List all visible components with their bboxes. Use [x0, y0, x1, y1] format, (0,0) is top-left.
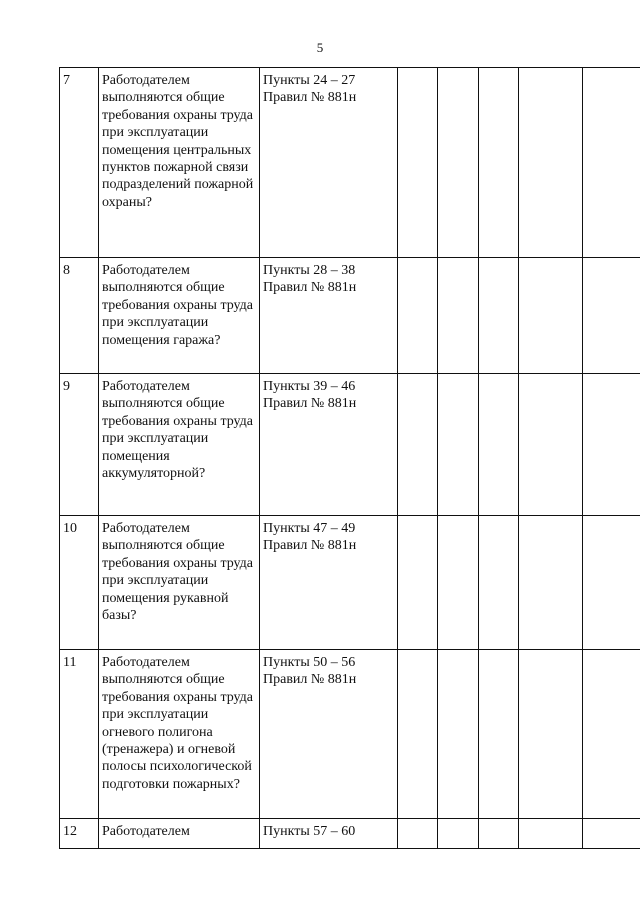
requirement-question: Работодателем выполняются общие требования охраны труда при эксплуатации помещения центральных пунктов пожарной связи подразделений пожарной охраны?	[99, 68, 260, 258]
answer-no-cell	[438, 819, 479, 849]
checklist-table	[59, 67, 640, 849]
reference-rules: Правил № 881н	[263, 280, 357, 296]
reference-rules: Правил № 881н	[263, 672, 357, 688]
answer-na-cell	[479, 516, 519, 650]
normative-reference	[260, 650, 398, 819]
note-cell	[583, 68, 640, 258]
answer-no-cell	[438, 650, 479, 819]
table-row	[60, 258, 640, 374]
note-cell	[583, 516, 640, 650]
answer-no-cell	[438, 258, 479, 374]
answer-na-cell	[479, 819, 519, 849]
comment-cell	[519, 819, 583, 849]
answer-yes-cell	[398, 650, 438, 819]
requirement-question: Работодателем выполняются общие требования охраны труда при эксплуатации помещения гаража?	[99, 258, 260, 374]
answer-no-cell	[438, 516, 479, 650]
reference-rules: Правил № 881н	[263, 396, 357, 412]
answer-no-cell	[438, 68, 479, 258]
answer-yes-cell	[398, 374, 438, 516]
table-row	[60, 374, 640, 516]
row-number: 12	[60, 819, 99, 849]
normative-reference	[260, 258, 398, 374]
answer-na-cell	[479, 374, 519, 516]
requirement-question: Работодателем выполняются общие требования охраны труда при эксплуатации огневого полигона (тренажера) и огневой полосы психологической подготовки пожарных?	[99, 650, 260, 819]
answer-yes-cell	[398, 258, 438, 374]
requirement-question: Работодателем выполняются общие требования охраны труда при эксплуатации помещения рукавной базы?	[99, 516, 260, 650]
table-row	[60, 516, 640, 650]
answer-na-cell	[479, 258, 519, 374]
comment-cell	[519, 374, 583, 516]
comment-cell	[519, 516, 583, 650]
answer-no-cell	[438, 374, 479, 516]
reference-points: Пункты 28 – 38	[263, 263, 356, 278]
note-cell	[583, 819, 640, 849]
normative-reference	[260, 819, 398, 849]
table-row	[60, 819, 640, 849]
answer-yes-cell	[398, 819, 438, 849]
note-cell	[583, 650, 640, 819]
row-number: 9	[60, 374, 99, 516]
reference-points: Пункты 57 – 60	[263, 824, 356, 839]
reference-rules: Правил № 881н	[263, 538, 357, 554]
requirement-question: Работодателем	[99, 819, 260, 849]
page-number: 5	[316, 40, 324, 55]
note-cell	[583, 258, 640, 374]
reference-points: Пункты 47 – 49	[263, 521, 356, 536]
comment-cell	[519, 68, 583, 258]
reference-points: Пункты 50 – 56	[263, 655, 356, 670]
row-number: 7	[60, 68, 99, 258]
row-number: 10	[60, 516, 99, 650]
row-number: 8	[60, 258, 99, 374]
table-row	[60, 650, 640, 819]
answer-yes-cell	[398, 68, 438, 258]
answer-na-cell	[479, 68, 519, 258]
note-cell	[583, 374, 640, 516]
reference-points: Пункты 24 – 27	[263, 73, 356, 88]
table-row	[60, 68, 640, 258]
normative-reference	[260, 68, 398, 258]
comment-cell	[519, 650, 583, 819]
comment-cell	[519, 258, 583, 374]
row-number: 11	[60, 650, 99, 819]
requirement-question: Работодателем выполняются общие требования охраны труда при эксплуатации помещения аккумуляторной?	[99, 374, 260, 516]
reference-rules: Правил № 881н	[263, 90, 357, 106]
answer-na-cell	[479, 650, 519, 819]
normative-reference	[260, 516, 398, 650]
normative-reference	[260, 374, 398, 516]
answer-yes-cell	[398, 516, 438, 650]
reference-points: Пункты 39 – 46	[263, 379, 356, 394]
